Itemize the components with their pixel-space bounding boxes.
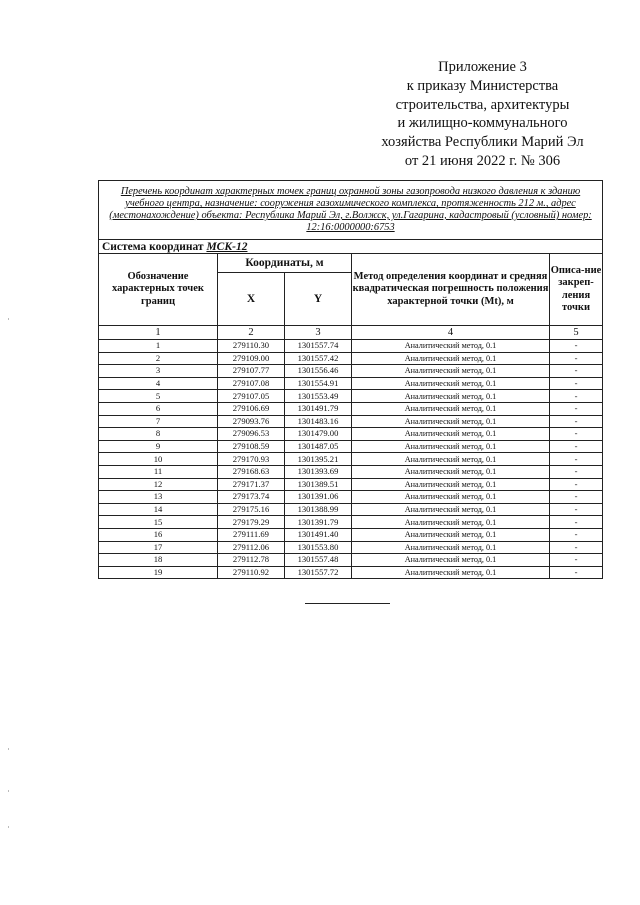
point-number-cell: 18 (99, 554, 218, 567)
column-number-row (99, 326, 603, 340)
x-coordinate-cell: 279112.78 (218, 554, 285, 567)
description-cell: - (550, 428, 603, 441)
header-line: строительства, архитектуры (395, 96, 570, 113)
y-coordinate-cell: 1301395.21 (285, 453, 352, 466)
y-coordinate-cell: 1301554.91 (285, 377, 352, 390)
method-cell: Аналитический метод, 0.1 (352, 528, 550, 541)
method-cell: Аналитический метод, 0.1 (352, 478, 550, 491)
y-coordinate-cell: 1301557.72 (285, 566, 352, 579)
x-coordinate-cell: 279173.74 (218, 491, 285, 504)
point-number-cell: 12 (99, 478, 218, 491)
description-cell: - (550, 478, 603, 491)
description-cell: - (550, 415, 603, 428)
point-number-cell: 16 (99, 528, 218, 541)
header-x: X (218, 273, 285, 326)
description-cell: - (550, 352, 603, 365)
method-cell: Аналитический метод, 0.1 (352, 453, 550, 466)
y-coordinate-cell: 1301479.00 (285, 428, 352, 441)
point-number-cell: 5 (99, 390, 218, 403)
point-number-cell: 10 (99, 453, 218, 466)
method-cell: Аналитический метод, 0.1 (352, 491, 550, 504)
x-coordinate-cell: 279109.00 (218, 352, 285, 365)
description-cell: - (550, 390, 603, 403)
description-cell: - (550, 516, 603, 529)
y-coordinate-cell: 1301388.99 (285, 503, 352, 516)
point-number-cell: 17 (99, 541, 218, 554)
point-number-cell: 1 (99, 340, 218, 353)
x-coordinate-cell: 279107.05 (218, 390, 285, 403)
method-cell: Аналитический метод, 0.1 (352, 440, 550, 453)
header-line: от 21 июня 2022 г. № 306 (404, 152, 561, 169)
header-line: и жилищно-коммунального (397, 115, 568, 132)
header-line: хозяйства Республики Марий Эл (381, 134, 584, 151)
x-coordinate-cell: 279175.16 (218, 503, 285, 516)
x-coordinate-cell: 279107.08 (218, 377, 285, 390)
column-number: 3 (285, 326, 352, 340)
method-cell: Аналитический метод, 0.1 (352, 365, 550, 378)
header-line: Приложение 3 (438, 59, 527, 75)
description-cell: - (550, 566, 603, 579)
closing-line (305, 603, 390, 604)
table-row (99, 453, 603, 466)
description-cell: - (550, 554, 603, 567)
x-coordinate-cell: 279179.29 (218, 516, 285, 529)
point-number-cell: 6 (99, 402, 218, 415)
y-coordinate-cell: 1301556.46 (285, 365, 352, 378)
appendix-header (360, 58, 605, 171)
point-number-cell: 9 (99, 440, 218, 453)
description-cell: - (550, 541, 603, 554)
scan-mark (8, 748, 9, 750)
x-coordinate-cell: 279093.76 (218, 415, 285, 428)
y-coordinate-cell: 1301483.16 (285, 415, 352, 428)
table-row (99, 478, 603, 491)
description-cell: - (550, 503, 603, 516)
description-cell: - (550, 365, 603, 378)
scan-mark (8, 318, 9, 320)
x-coordinate-cell: 279108.59 (218, 440, 285, 453)
table-row (99, 541, 603, 554)
table-row (99, 528, 603, 541)
point-number-cell: 11 (99, 465, 218, 478)
method-cell: Аналитический метод, 0.1 (352, 503, 550, 516)
point-number-cell: 4 (99, 377, 218, 390)
y-coordinate-cell: 1301553.80 (285, 541, 352, 554)
table-row (99, 390, 603, 403)
x-coordinate-cell: 279111.69 (218, 528, 285, 541)
method-cell: Аналитический метод, 0.1 (352, 554, 550, 567)
method-cell: Аналитический метод, 0.1 (352, 402, 550, 415)
y-coordinate-cell: 1301487.05 (285, 440, 352, 453)
coordinate-system-value: МСК-12 (206, 240, 248, 253)
x-coordinate-cell: 279171.37 (218, 478, 285, 491)
table-row (99, 402, 603, 415)
method-cell: Аналитический метод, 0.1 (352, 377, 550, 390)
table-row (99, 503, 603, 516)
y-coordinate-cell: 1301391.06 (285, 491, 352, 504)
description-cell: - (550, 453, 603, 466)
header-line: к приказу Министерства (406, 77, 559, 94)
header-description: Описа-ние закреп-ления точки (550, 254, 603, 326)
method-cell: Аналитический метод, 0.1 (352, 465, 550, 478)
table-row (99, 428, 603, 441)
column-number: 4 (352, 326, 550, 340)
method-cell: Аналитический метод, 0.1 (352, 352, 550, 365)
y-coordinate-cell: 1301557.48 (285, 554, 352, 567)
description-cell: - (550, 377, 603, 390)
table-row (99, 415, 603, 428)
scan-mark (8, 826, 9, 828)
y-coordinate-cell: 1301491.40 (285, 528, 352, 541)
x-coordinate-cell: 279110.92 (218, 566, 285, 579)
point-number-cell: 3 (99, 365, 218, 378)
point-number-cell: 7 (99, 415, 218, 428)
y-coordinate-cell: 1301393.69 (285, 465, 352, 478)
method-cell: Аналитический метод, 0.1 (352, 428, 550, 441)
method-cell: Аналитический метод, 0.1 (352, 415, 550, 428)
x-coordinate-cell: 279107.77 (218, 365, 285, 378)
method-cell: Аналитический метод, 0.1 (352, 516, 550, 529)
y-coordinate-cell: 1301389.51 (285, 478, 352, 491)
x-coordinate-cell: 279096.53 (218, 428, 285, 441)
y-coordinate-cell: 1301557.74 (285, 340, 352, 353)
y-coordinate-cell: 1301491.79 (285, 402, 352, 415)
x-coordinate-cell: 279170.93 (218, 453, 285, 466)
x-coordinate-cell: 279168.63 (218, 465, 285, 478)
point-number-cell: 2 (99, 352, 218, 365)
point-number-cell: 14 (99, 503, 218, 516)
header-y: Y (285, 273, 352, 326)
point-number-cell: 8 (99, 428, 218, 441)
x-coordinate-cell: 279106.69 (218, 402, 285, 415)
header-coordinates: Координаты, м (218, 254, 352, 273)
description-cell: - (550, 340, 603, 353)
table-row (99, 365, 603, 378)
coordinate-system-row (99, 240, 603, 254)
method-cell: Аналитический метод, 0.1 (352, 340, 550, 353)
description-cell: - (550, 402, 603, 415)
table-row (99, 440, 603, 453)
header-designation: Обозначение характерных точек границ (99, 254, 218, 326)
table-caption: Перечень координат характерных точек границ охранной зоны газопровода низкого давления к зданию учебного центра, назначение: сооружения газохимического комплекса, протяженность 212 м., адрес (местонахождение) объекта: Республика Марий Эл, г.Волжск, ул.Гагарина, кадастровый (условный) номер: 12:16:0000000:6753 (99, 181, 603, 240)
coordinates-table (98, 180, 603, 579)
point-number-cell: 19 (99, 566, 218, 579)
description-cell: - (550, 440, 603, 453)
method-cell: Аналитический метод, 0.1 (352, 566, 550, 579)
table-body (99, 340, 603, 579)
table-row (99, 377, 603, 390)
description-cell: - (550, 491, 603, 504)
method-cell: Аналитический метод, 0.1 (352, 541, 550, 554)
scan-mark (8, 790, 9, 792)
coordinate-system-label: Система координат (102, 240, 207, 253)
y-coordinate-cell: 1301391.79 (285, 516, 352, 529)
column-number: 5 (550, 326, 603, 340)
x-coordinate-cell: 279110.30 (218, 340, 285, 353)
table-row (99, 554, 603, 567)
table-row (99, 465, 603, 478)
method-cell: Аналитический метод, 0.1 (352, 390, 550, 403)
description-cell: - (550, 528, 603, 541)
column-number: 1 (99, 326, 218, 340)
description-cell: - (550, 465, 603, 478)
y-coordinate-cell: 1301553.49 (285, 390, 352, 403)
x-coordinate-cell: 279112.06 (218, 541, 285, 554)
header-method: Метод определения координат и средняя квадратическая погрешность положения характерной точки (Mt), м (352, 254, 550, 326)
table-row (99, 340, 603, 353)
point-number-cell: 15 (99, 516, 218, 529)
table-row (99, 491, 603, 504)
y-coordinate-cell: 1301557.42 (285, 352, 352, 365)
table-row (99, 516, 603, 529)
column-number: 2 (218, 326, 285, 340)
table-row (99, 566, 603, 579)
table-row (99, 352, 603, 365)
point-number-cell: 13 (99, 491, 218, 504)
